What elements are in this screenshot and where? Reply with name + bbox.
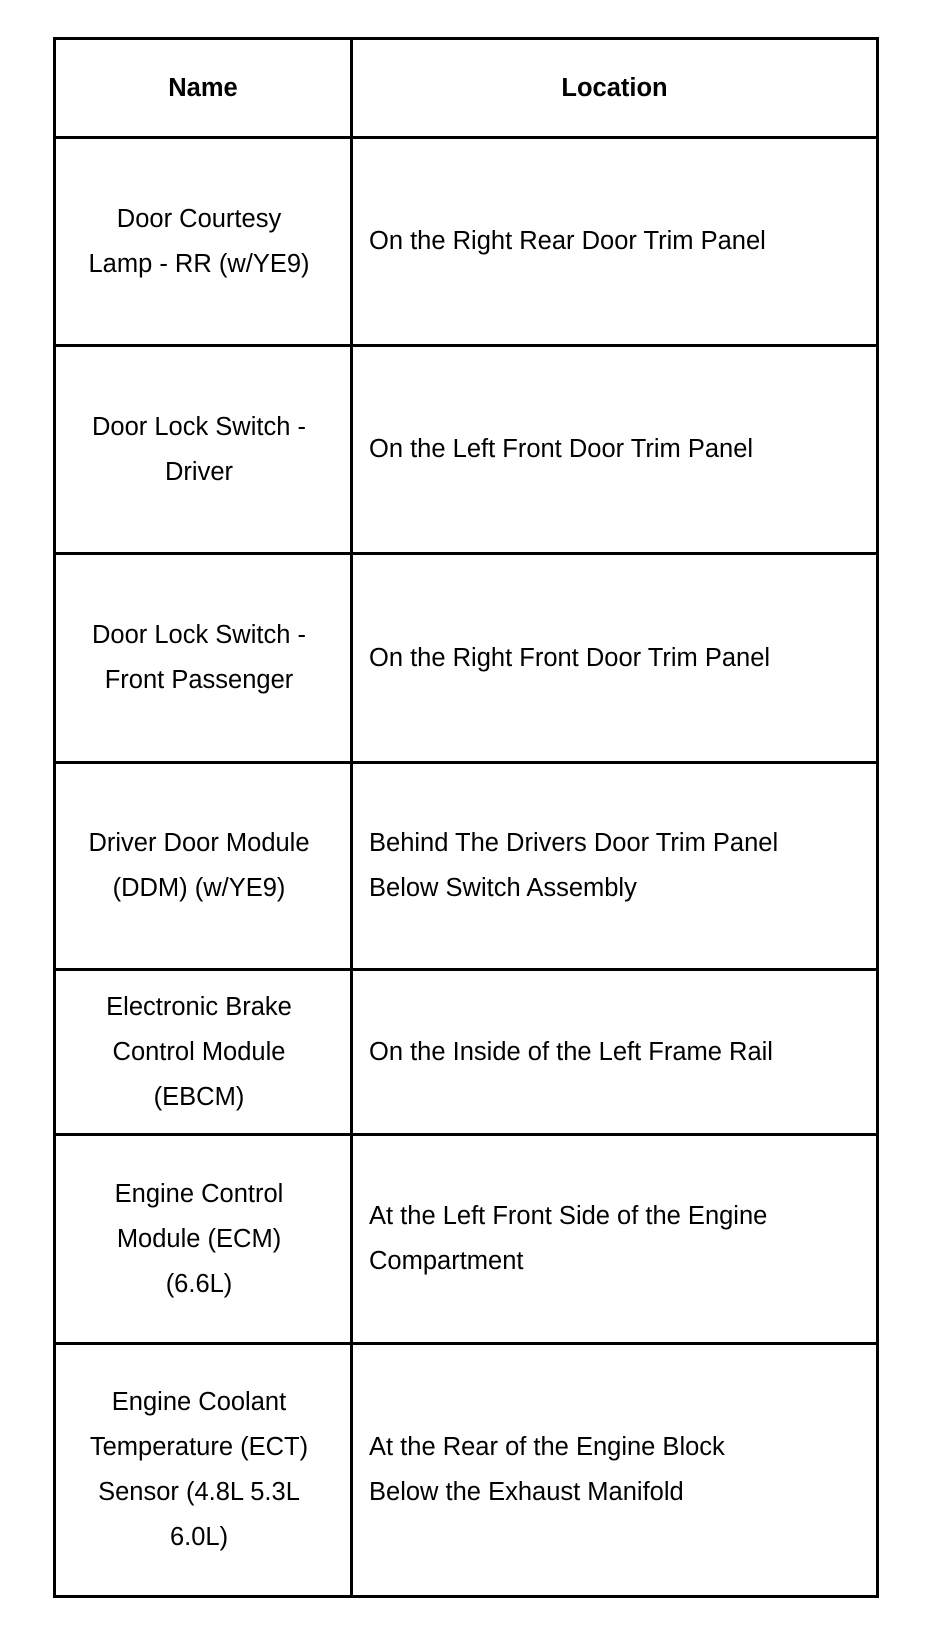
name-cell: Engine Control Module (ECM) (6.6L) bbox=[55, 1135, 352, 1344]
name-cell: Driver Door Module (DDM) (w/YE9) bbox=[55, 763, 352, 970]
location-cell: At the Rear of the Engine Block Below the Exhaust Manifold bbox=[352, 1344, 878, 1597]
column-header-name: Name bbox=[55, 39, 352, 138]
table-row bbox=[55, 1135, 878, 1344]
table-row bbox=[55, 970, 878, 1135]
name-cell: Door Lock Switch - Front Passenger bbox=[55, 554, 352, 763]
location-cell: On the Right Rear Door Trim Panel bbox=[352, 138, 878, 346]
table-row bbox=[55, 138, 878, 346]
name-cell: Door Lock Switch - Driver bbox=[55, 346, 352, 554]
name-cell: Engine Coolant Temperature (ECT) Sensor (4.8L 5.3L 6.0L) bbox=[55, 1344, 352, 1597]
table-row bbox=[55, 346, 878, 554]
location-cell: On the Inside of the Left Frame Rail bbox=[352, 970, 878, 1135]
table-header-row bbox=[55, 39, 878, 138]
name-cell: Electronic Brake Control Module (EBCM) bbox=[55, 970, 352, 1135]
location-cell: On the Right Front Door Trim Panel bbox=[352, 554, 878, 763]
table-row bbox=[55, 763, 878, 970]
table-row bbox=[55, 554, 878, 763]
location-cell: On the Left Front Door Trim Panel bbox=[352, 346, 878, 554]
location-cell: Behind The Drivers Door Trim Panel Below Switch Assembly bbox=[352, 763, 878, 970]
location-cell: At the Left Front Side of the Engine Compartment bbox=[352, 1135, 878, 1344]
component-location-table bbox=[53, 37, 879, 1598]
table-row bbox=[55, 1344, 878, 1597]
column-header-location: Location bbox=[352, 39, 878, 138]
name-cell: Door Courtesy Lamp - RR (w/YE9) bbox=[55, 138, 352, 346]
